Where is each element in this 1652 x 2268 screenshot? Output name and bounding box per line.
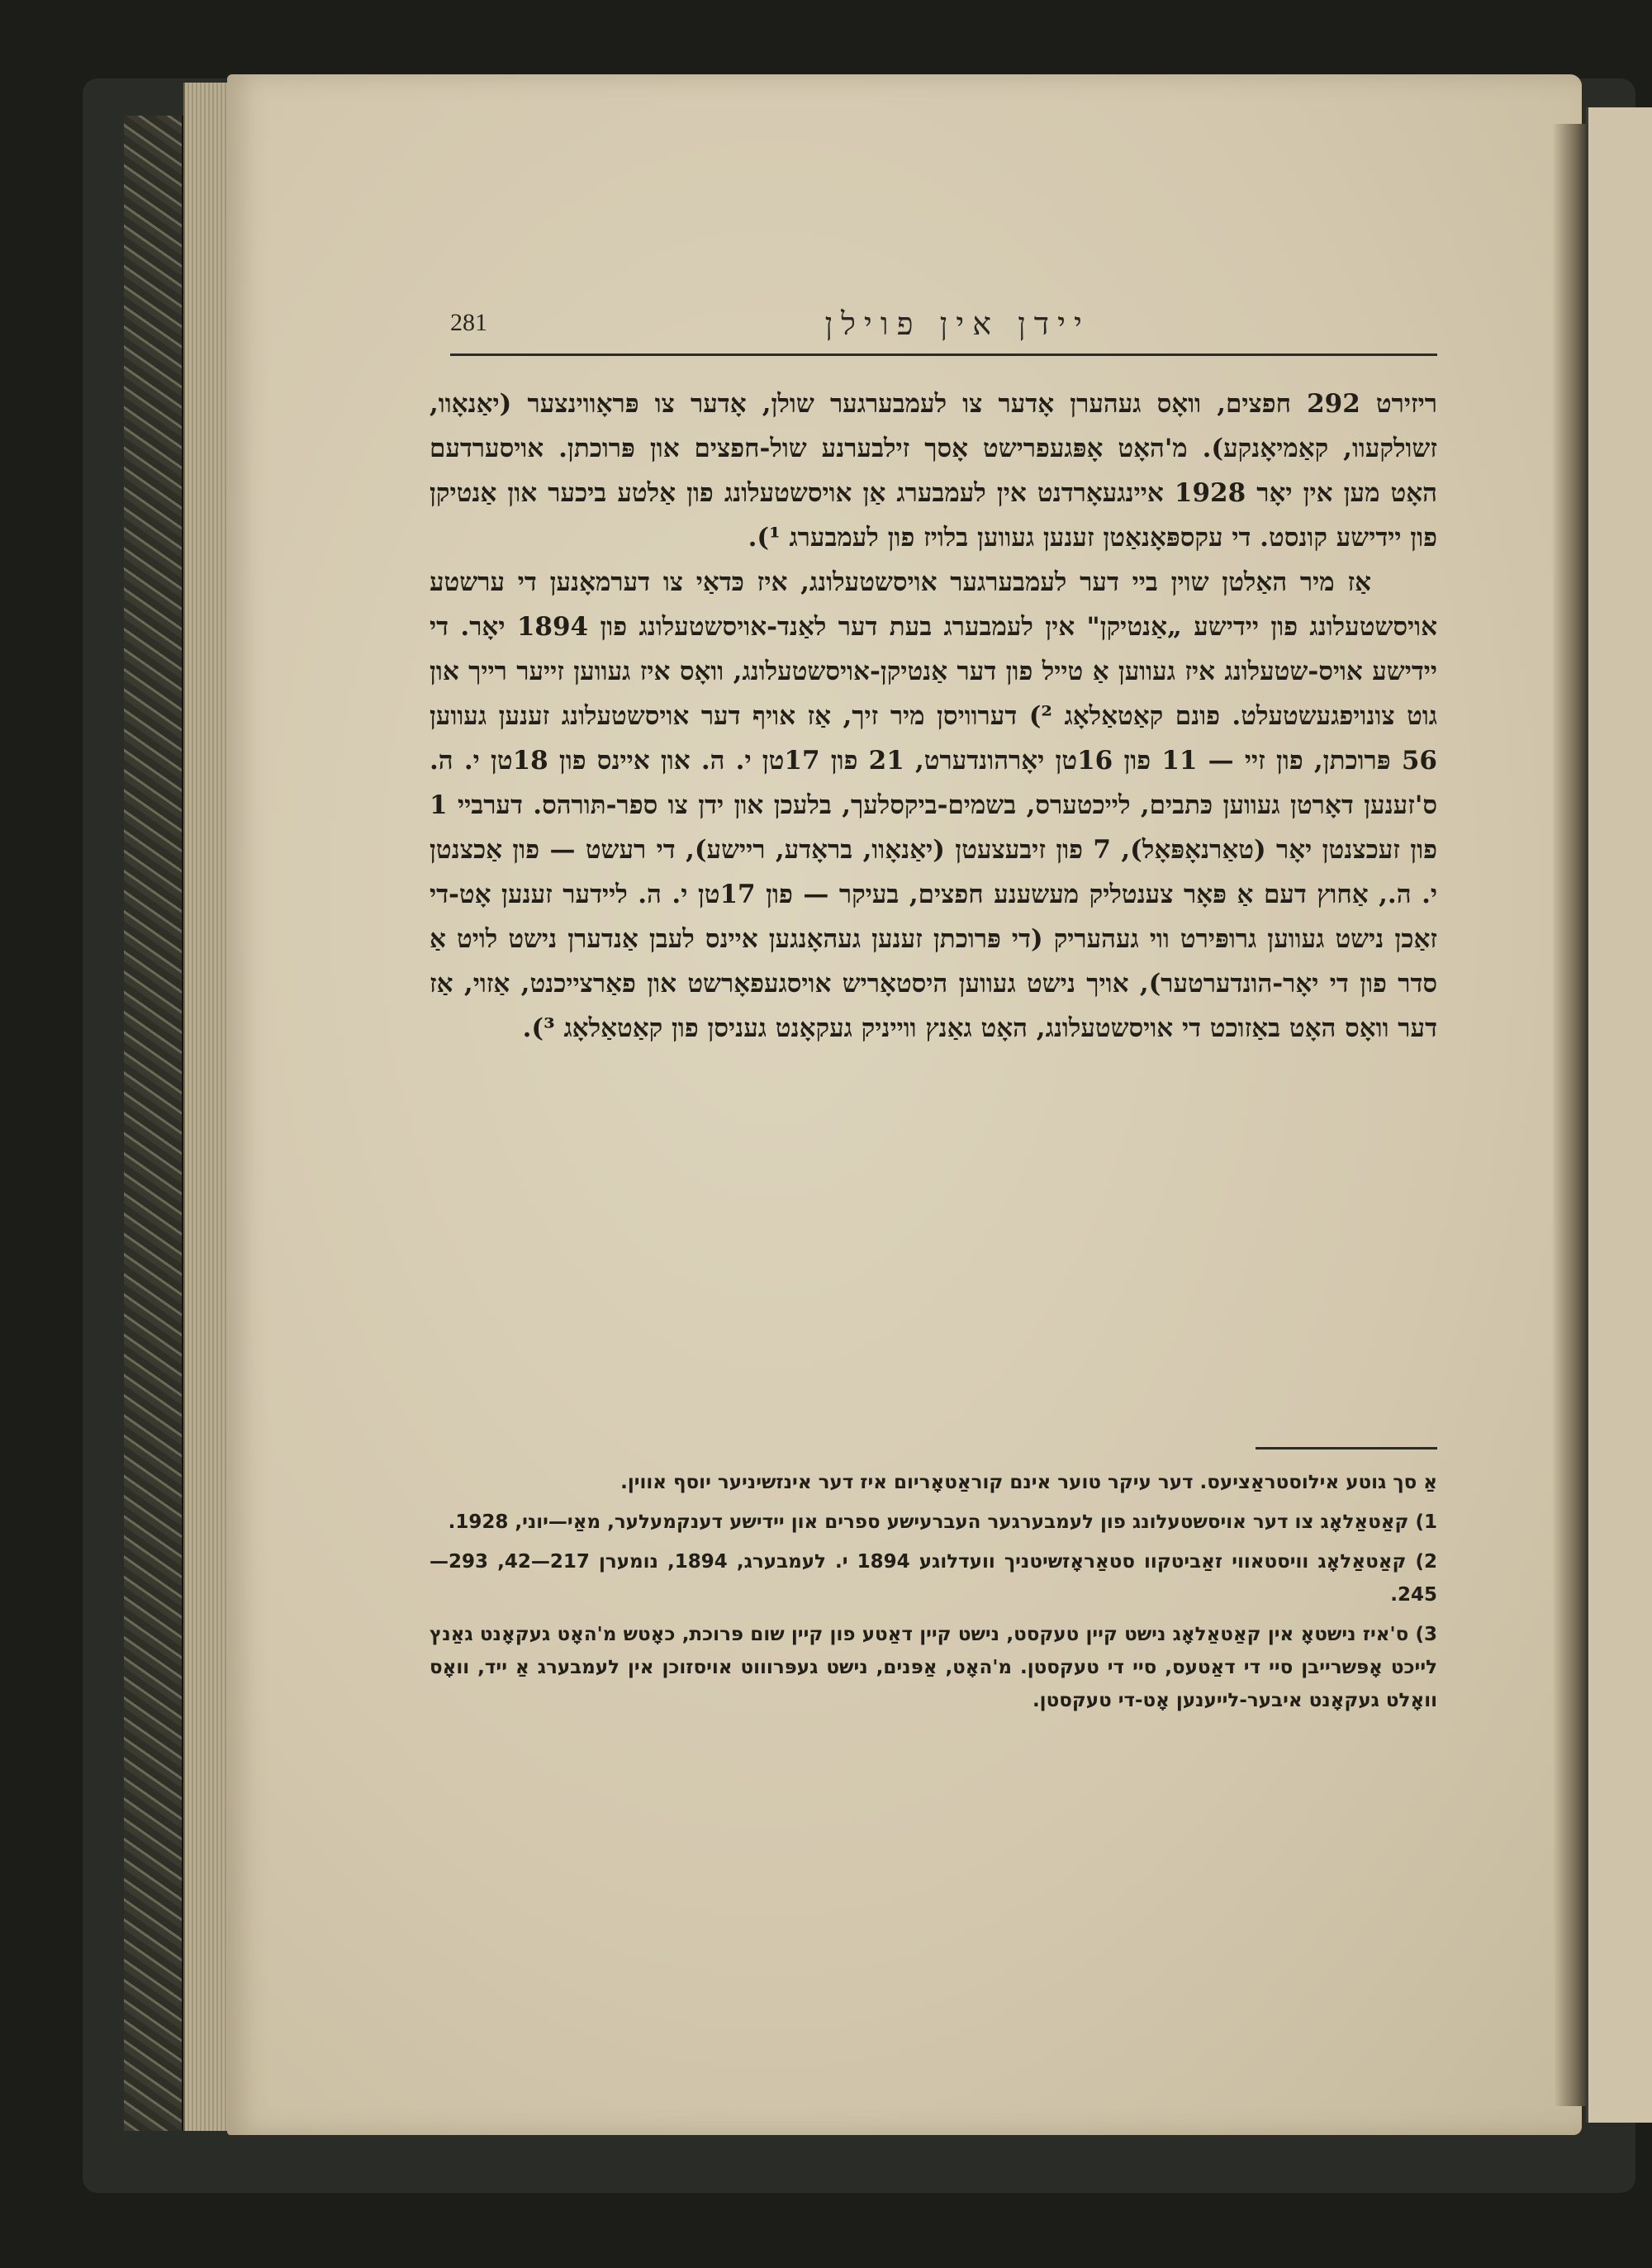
- page-gutter: [1553, 124, 1590, 2106]
- facing-page-edge: [1586, 107, 1652, 2123]
- running-title: יידן אין פוילן: [824, 306, 1090, 342]
- decorated-spine: [124, 116, 185, 2131]
- page-header: [450, 304, 1437, 355]
- footnotes: [430, 1466, 1437, 1724]
- footnote: אַ סך גוטע אילוסטראַציעס. דער עיקר טוער אינם קוראַטאָריום איז דער אינזשיניער יוסף אווין.: [620, 1472, 1437, 1493]
- footnote-rule: [1256, 1447, 1437, 1450]
- main-text: [430, 382, 1437, 1051]
- footnote: 2) קאַטאַלאָג וויסטאווי זאַביטקוו סטאַראָזשיטניך וועדלוגע 1894 י. לעמבערג, 1894, נומערן 217—42, 293—245.: [430, 1551, 1437, 1606]
- footnote: 3) ס'איז נישטאָ אין קאַטאַלאָג נישט קיין טעקסט, נישט קיין דאַטע פון קיין שום פּרוכת, כאָטש מ'האָט געקאָנט גאַנץ לייכט אָפּשרייבן סיי די דאַטעס, סיי די טעקסטן. מ'האָט, אַפּנים, נישט געפּרוווט אויסזוכן אין לעמבערג אַ ייד, וואָס וואָלט געקאָנט איבער-לייענען אָט-די טעקסטן.: [430, 1624, 1437, 1711]
- page-number: 281: [450, 309, 487, 336]
- paragraph: אַז מיר האַלטן שוין ביי דער לעמבערגער אויסשטעלונג, איז כּדאַי צו דערמאָנען די ערשטע אויסשטעלונג פון יידישע „אַנטיקן" אין לעמבערג בעת דער לאַנד-אויסשטעלונג פון 1894 יאָר. די יידישע אויס-שטעלונג איז געווען אַ טייל פון דער אַנטיקן-אויסשטעלונג, וואָס איז געווען זייער רייך און גוט צונויפגעשטעלט. פונם קאַטאַלאָג ²) דערוויסן מיר זיך, אַז אויף דער אויסשטעלונג זענען געווען 56 פּרוכתן, פון זיי — 11 פון 16טן יאָרהונדערט, 21 פון 17טן י. ה. און איינס פון 18טן י. ה. ס'זענען דאָרטן געווען כּתבים, לייכטערס, בשמים-ביקסלעך, בלעכן און ידן צו ספר-תּורהס. דערביי 1 פון זעכצנטן יאָר (טאַרנאָפּאָל), 7 פון זיבעצעטן (יאַנאָוו, בראָדע, ריישע), די רעשט — פון אַכצנטן י. ה., אַחוץ דעם אַ פּאָר צענטליק מעשענע חפצים, בעיקר — פון 17טן י. ה. ליידער זענען אָט-די זאַכן נישט געווען גרופּירט ווי געהעריק (די פּרוכתן זענען געהאָנגען איינס לעבן אַנדערן נישט לויט אַ סדר פון די יאָר-הונדערטער), אויך נישט געווען היסטאָריש אויסגעפאָרשט און פאַרצייכנט, אַזוי, אַז דער וואָס האָט באַזוכט די אויסשטעלונג, האָט גאַנץ ווייניק געקאָנט געניסן פון קאַטאַלאָג ³).: [430, 567, 1437, 1043]
- footnote: 1) קאַטאַלאָג צו דער אויסשטעלונג פון לעמבערגער העברעישע ספרים און יידישע דענקמעלער, מאַי—יוני, 1928.: [448, 1511, 1437, 1533]
- paragraph: ריזירט 292 חפצים, וואָס געהערן אָדער צו לעמבערגער שולן, אָדער צו פּראָווינצער (יאַנאָוו, זשולקעוו, קאַמיאָנקע). מ'האָט אָפּגעפרישט אָסך זילבערנע שול-חפצים און פּרוכתן. אויסערדעם האָט מען אין יאָר 1928 איינגעאָרדנט אין לעמבערג אַן אויסשטעלונג פון אַלטע ביכער און אַנטיקן פון יידישע קונסט. די עקספּאָנאַטן זענען געווען בלויז פון לעמבערג ¹).: [430, 389, 1437, 553]
- header-rule: [450, 353, 1437, 356]
